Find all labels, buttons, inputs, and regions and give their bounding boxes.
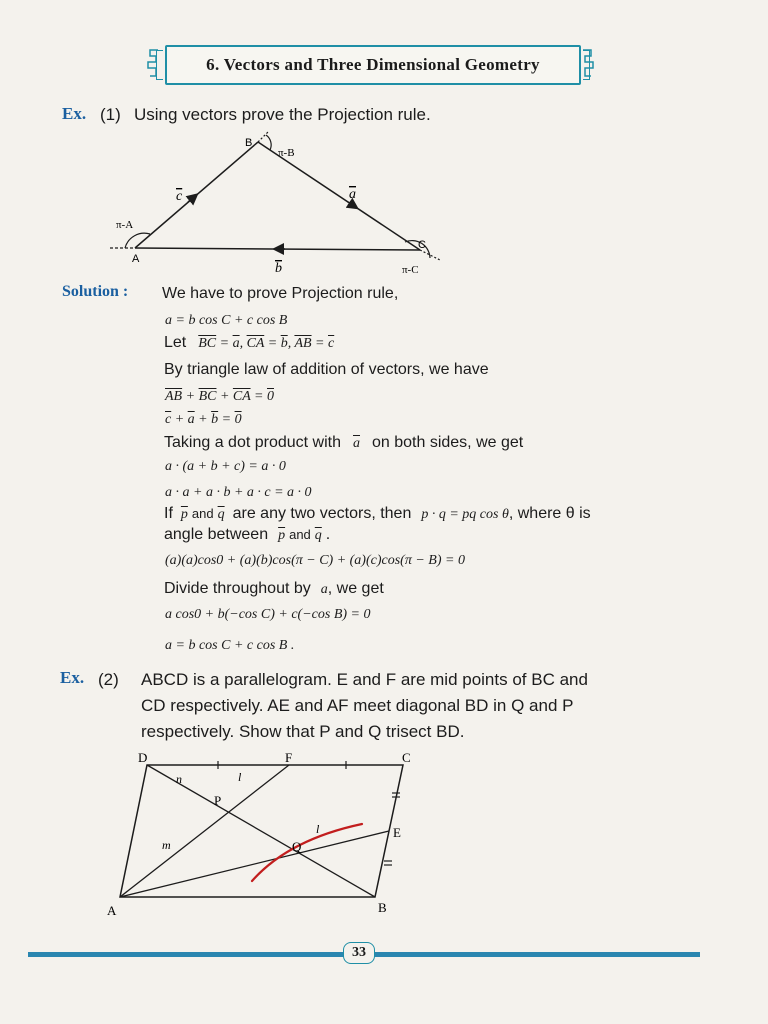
segment-af — [120, 765, 289, 897]
solution-line-3: Let $\overline{BC} = \overline{a}$, $\overline{CA} = \overline{b}$, $\overline{AB} = \overline{c}$ — [164, 334, 335, 351]
ex1-number: (1) — [100, 105, 121, 124]
vertex-b-label: B — [378, 900, 387, 915]
ex2-line-3: respectively. Show that P and Q trisect BD. — [141, 722, 465, 741]
vector-b-label: b — [275, 261, 282, 276]
page-number: 33 — [343, 942, 375, 964]
angle-b-label: π-B — [278, 147, 295, 159]
solution-line-6: $\overline{c} + \overline{a} + \overline{b} = 0$ — [165, 412, 242, 427]
solution-line-1: We have to prove Projection rule, — [162, 285, 399, 302]
solution-line-7: Taking a dot product with $\overline{a}$ on both sides, we get — [164, 434, 524, 451]
solution-line-15: a = b cos C + c cos B . — [165, 638, 295, 653]
header-ornament-right — [581, 48, 595, 78]
angle-c-label: π-C — [402, 264, 419, 276]
vertex-c-label: C — [418, 239, 426, 251]
side-ca — [135, 248, 420, 250]
ex1-statement: Using vectors prove the Projection rule. — [134, 105, 431, 124]
vertex-a-label: A — [132, 253, 140, 265]
solution-line-10: If $\overline{p}$ and $\overline{q}$ are any two vectors, then p · q = pq cos θ, where θ is — [164, 505, 591, 522]
point-q-label: Q — [292, 839, 302, 854]
segment-label-l-top: l — [238, 770, 242, 784]
segment-label-m: m — [162, 838, 171, 852]
chapter-header — [165, 45, 581, 85]
ex2-line-2: CD respectively. AE and AF meet diagonal BD in Q and P — [141, 696, 574, 715]
vertex-f-label: F — [285, 750, 293, 765]
side-ab — [135, 142, 258, 248]
vector-a-label: a — [349, 187, 356, 202]
solution-line-4: By triangle law of addition of vectors, we have — [164, 361, 489, 378]
parallelogram-figure — [100, 745, 430, 920]
ex2-line-1: ABCD is a parallelogram. E and F are mid points of BC and — [141, 670, 588, 689]
solution-line-11: angle between $\overline{p}$ and $\overline{q}$ . — [164, 526, 331, 543]
vertex-a-label: A — [107, 903, 117, 918]
vector-c-label: c — [176, 189, 183, 204]
vertex-c-label: C — [402, 750, 411, 765]
vertex-e-label: E — [393, 825, 401, 840]
segment-ae — [120, 831, 389, 897]
red-pen-mark — [252, 824, 362, 881]
ex2-label: Ex. — [60, 668, 85, 687]
segment-label-l-mid: l — [316, 822, 320, 836]
vertex-b-label: B — [245, 137, 253, 149]
ex1-label: Ex. — [62, 104, 87, 123]
solution-line-12: (a)(a)cos0 + (a)(b)cos(π − C) + (a)(c)cos(π − B) = 0 — [165, 553, 465, 568]
solution-label: Solution : — [62, 283, 129, 300]
chapter-title: 6. Vectors and Three Dimensional Geometry — [206, 55, 540, 74]
point-p-label: P — [214, 793, 222, 808]
triangle-figure — [100, 130, 460, 280]
vertex-d-label: D — [138, 750, 148, 765]
segment-label-n: n — [176, 772, 182, 786]
solution-line-2: a = b cos C + c cos B — [165, 313, 288, 328]
solution-line-13: Divide throughout by a, we get — [164, 580, 384, 597]
solution-line-14: a cos0 + b(−cos C) + c(−cos B) = 0 — [165, 607, 371, 622]
solution-line-5: $\overline{AB} + \overline{BC} + \overline{CA} = 0$ — [165, 389, 274, 404]
ex2-number: (2) — [98, 670, 119, 689]
solution-line-9: a · a + a · b + a · c = a · 0 — [165, 485, 312, 500]
angle-a-label: π-A — [116, 219, 134, 231]
solution-line-8: a · (a + b + c) = a · 0 — [165, 459, 286, 474]
